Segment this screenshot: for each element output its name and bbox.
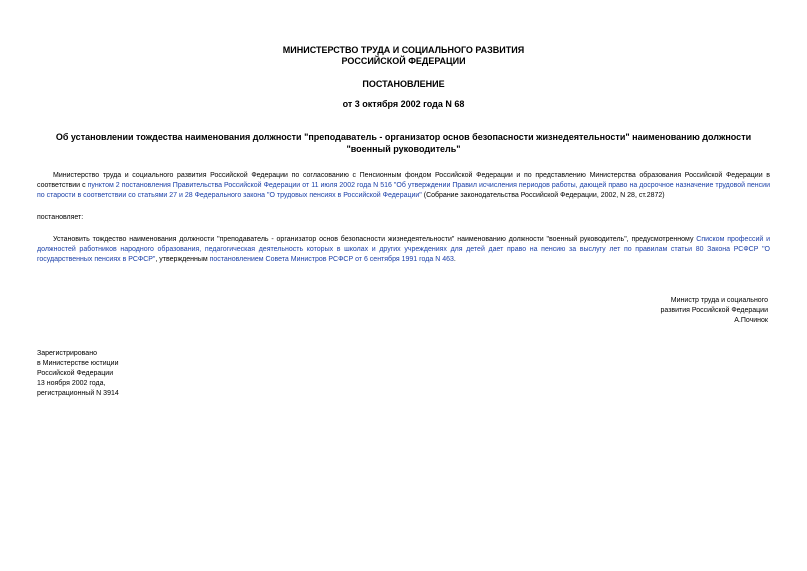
paragraph-resolution bbox=[37, 235, 770, 265]
paragraph-preamble bbox=[37, 171, 770, 201]
registration-number: регистрационный N 3914 bbox=[37, 390, 119, 397]
ministry-line-1: МИНИСТЕРСТВО ТРУДА И СОЦИАЛЬНОГО РАЗВИТИЯ bbox=[282, 45, 525, 55]
registration-line-3: Российской Федерации bbox=[37, 370, 114, 377]
signature-block bbox=[568, 296, 768, 326]
document-date: от 3 октября 2002 года N 68 bbox=[342, 99, 465, 109]
document-type: ПОСТАНОВЛЕНИЕ bbox=[362, 79, 445, 89]
resolution-text-1: Установить тождество наименования должности "преподаватель - организатор основ безопасности жизнедеятельности" наименованию должности "военный руководитель", предусмотренному bbox=[53, 236, 697, 243]
registration-line-2: в Министерстве юстиции bbox=[37, 360, 119, 367]
preamble-text-1: Министерство труда и социального развития Российской Федерации по согласованию с Пенсионным фондом Российской Федерации и по представлению Министерства образования Российской Федерации в соответствии с bbox=[37, 172, 770, 189]
preamble-text-2: (Собрание законодательства Российской Федерации, 2002, N 28, ст.2872) bbox=[421, 192, 665, 199]
link-council-decree-463[interactable]: постановлением Совета Министров РСФСР от 6 сентября 1991 года N 463 bbox=[209, 256, 454, 263]
registration-line-1: Зарегистрировано bbox=[37, 350, 97, 357]
resolution-text-2: , утвержденным bbox=[155, 256, 210, 263]
ministry-header bbox=[0, 45, 807, 67]
link-professions-list[interactable]: Списком профессий и должностей работников народного образования, педагогическая деятельность которых в школах и других учреждениях для детей дает право на пенсию за выслугу лет по правилам статьи 80 Закона РСФСР "О государственных пенсиях в РСФСР" bbox=[37, 236, 770, 263]
registration-date: 13 ноября 2002 года, bbox=[37, 380, 106, 387]
signature-name: А.Починок bbox=[734, 317, 768, 324]
resolution-text-3: . bbox=[453, 256, 456, 263]
link-government-decree-516[interactable]: пунктом 2 постановления Правительства Российской Федерации от 11 июля 2002 года N 516 "Об утверждении Правил исчисления периодов работы, дающей право на досрочное назначение трудовой пенсии по старости в соответствии со статьями 27 и 28 Федерального закона "О трудовых пенсиях в Российской Федерации" bbox=[37, 182, 770, 199]
document-title: Об установлении тождества наименования должности "преподаватель - организатор основ безопасности жизнедеятельности" наименованию должности "военный руководитель" bbox=[55, 132, 752, 154]
signature-line-1: Министр труда и социального bbox=[670, 297, 768, 304]
paragraph-resolves: постановляет: bbox=[37, 214, 84, 221]
ministry-line-2: РОССИЙСКОЙ ФЕДЕРАЦИИ bbox=[341, 56, 466, 66]
signature-line-2: развития Российской Федерации bbox=[660, 307, 768, 314]
registration-block bbox=[37, 349, 237, 399]
